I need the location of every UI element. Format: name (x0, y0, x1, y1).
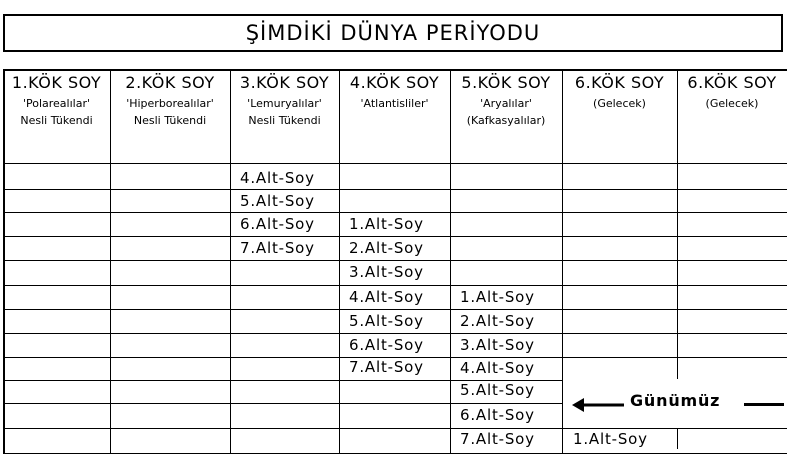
diagram-title-text: ŞİMDİKİ DÜNYA PERİYODU (245, 21, 541, 45)
root-race-note: (Kafkasyalılar) (466, 114, 546, 127)
root-race-label: 3.KÖK SOY (239, 73, 330, 92)
root-race-label: 1.KÖK SOY (11, 73, 102, 92)
root-race-name: 'Aryalılar' (480, 97, 532, 110)
root-race-name: (Gelecek) (593, 97, 646, 110)
root-race-label: 2.KÖK SOY (125, 73, 215, 92)
root-race-note: Nesli Tükendi (133, 114, 207, 127)
sub-race-cell: 4.Alt-Soy (240, 169, 315, 187)
root-race-header-7 (677, 73, 787, 112)
root-race-header-4 (339, 73, 450, 112)
sub-race-cell: 6.Alt-Soy (349, 336, 424, 354)
sub-race-cell: 4.Alt-Soy (349, 288, 424, 306)
row-line (3, 189, 787, 190)
root-race-header-3 (230, 73, 339, 129)
column-divider (562, 69, 563, 454)
now-marker-line (744, 403, 784, 406)
root-race-header-2 (110, 73, 230, 129)
sub-race-cell: 4.Alt-Soy (460, 359, 535, 377)
sub-race-cell: 1.Alt-Soy (460, 288, 535, 306)
root-race-note: Nesli Tükendi (248, 114, 321, 127)
row-line (3, 453, 787, 454)
row-line (3, 428, 787, 429)
sub-race-cell: 2.Alt-Soy (460, 312, 535, 330)
root-race-label: 4.KÖK SOY (349, 73, 440, 92)
root-race-name: 'Atlantisliler' (360, 97, 429, 110)
sub-race-cell: 7.Alt-Soy (240, 239, 315, 257)
column-divider (339, 69, 340, 454)
arrow-left-icon (572, 395, 624, 415)
sub-race-cell: 3.Alt-Soy (349, 263, 424, 281)
root-race-note: Nesli Tükendi (20, 114, 93, 127)
row-line (3, 236, 787, 237)
diagram-title (3, 14, 783, 52)
root-race-header-1 (3, 73, 110, 129)
root-race-label: 6.KÖK SOY (687, 73, 777, 92)
row-line (3, 309, 787, 310)
sub-race-cell: 3.Alt-Soy (460, 336, 535, 354)
root-race-header-6 (562, 73, 677, 112)
sub-race-cell: 5.Alt-Soy (349, 312, 424, 330)
root-race-name: 'Polarealılar' (22, 97, 91, 110)
row-line (3, 285, 787, 286)
row-line (3, 212, 787, 213)
now-marker-label: Günümüz (630, 391, 721, 410)
root-race-name: (Gelecek) (705, 97, 759, 110)
row-line (3, 333, 787, 334)
sub-race-cell: 6.Alt-Soy (460, 406, 535, 424)
root-race-label: 5.KÖK SOY (461, 73, 551, 92)
sub-race-cell: 1.Alt-Soy (573, 430, 648, 448)
root-race-label: 6.KÖK SOY (574, 73, 665, 92)
root-race-name: 'Hiperborealılar' (126, 97, 214, 110)
row-line (3, 403, 562, 404)
row-line (3, 163, 787, 164)
sub-race-cell: 7.Alt-Soy (349, 358, 424, 376)
sub-race-cell: 2.Alt-Soy (349, 239, 424, 257)
column-divider (677, 429, 678, 449)
root-race-name: 'Lemuryalılar' (247, 97, 322, 110)
sub-race-cell: 5.Alt-Soy (240, 192, 315, 210)
sub-race-cell: 1.Alt-Soy (349, 215, 424, 233)
sub-race-cell: 7.Alt-Soy (460, 430, 535, 448)
sub-race-cell: 6.Alt-Soy (240, 215, 315, 233)
root-race-header-5 (450, 73, 562, 129)
row-line (3, 260, 787, 261)
sub-race-cell: 5.Alt-Soy (460, 381, 535, 399)
